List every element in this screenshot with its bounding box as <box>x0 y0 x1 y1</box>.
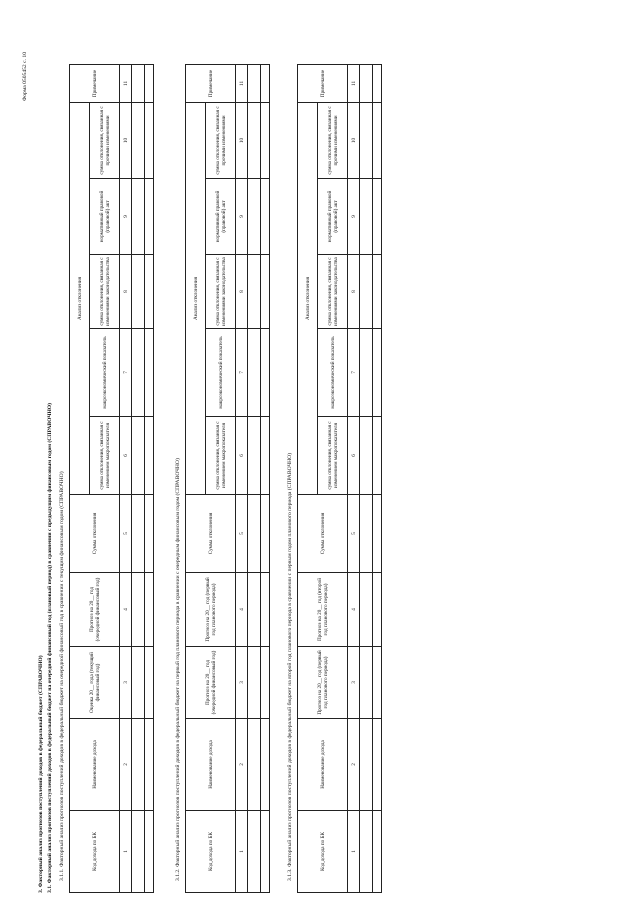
column-number: 4 <box>120 573 132 647</box>
column-number: 5 <box>236 495 248 573</box>
header-cell: сумма отклонения, связанная с изменением макропоказателя <box>90 417 120 495</box>
column-number: 6 <box>120 417 132 495</box>
table-row <box>373 64 382 892</box>
header-cell: Код дохода по БК <box>70 811 120 893</box>
table-cell[interactable] <box>373 647 382 719</box>
column-number: 7 <box>236 329 248 417</box>
header-cell: сумма отклонения, связанная с прочими изменениями <box>318 102 348 178</box>
table-cell[interactable] <box>261 811 270 893</box>
header-cell: Наименование дохода <box>298 719 348 811</box>
column-number: 1 <box>120 811 132 893</box>
table-cell[interactable] <box>261 179 270 255</box>
table-cell[interactable] <box>373 255 382 329</box>
table-row <box>132 64 145 892</box>
group-header-cell: Анализ отклонения <box>186 102 206 494</box>
header-cell: Код дохода по БК <box>298 811 348 893</box>
table-cell[interactable] <box>145 647 154 719</box>
group-header-cell: Анализ отклонения <box>70 102 90 494</box>
table-cell[interactable] <box>132 495 145 573</box>
header-cell: сумма отклонения, связанная с изменениями законодательства <box>206 255 236 329</box>
table-cell[interactable] <box>248 719 261 811</box>
column-number: 3 <box>348 647 360 719</box>
table-cell[interactable] <box>248 255 261 329</box>
column-number: 8 <box>120 255 132 329</box>
table-cell[interactable] <box>360 573 373 647</box>
table-cell[interactable] <box>145 495 154 573</box>
column-number: 1 <box>348 811 360 893</box>
table-cell[interactable] <box>373 417 382 495</box>
table-cell[interactable] <box>373 102 382 178</box>
table-cell[interactable] <box>261 102 270 178</box>
table-cell[interactable] <box>145 64 154 102</box>
column-number: 9 <box>348 179 360 255</box>
table-cell[interactable] <box>261 417 270 495</box>
header-cell: Прогноз на 20__ год (первый год планового периода) <box>186 573 236 647</box>
table-cell[interactable] <box>248 417 261 495</box>
header-cell: Сумма отклонения <box>70 495 120 573</box>
table-row <box>248 64 261 892</box>
table-row <box>360 64 373 892</box>
table-cell[interactable] <box>145 719 154 811</box>
table-3-1-2 <box>185 64 270 893</box>
header-cell: сумма отклонения, связанная с прочими изменениями <box>90 102 120 178</box>
table-cell[interactable] <box>360 811 373 893</box>
column-number: 8 <box>348 255 360 329</box>
table-cell[interactable] <box>132 719 145 811</box>
column-number: 10 <box>120 102 132 178</box>
table-caption-3-1-1: 3.1.1. Факторный анализ прогнозов поступлений доходов в федеральный бюджет на очередной финансовый год в сравнении с текущим финансовым годом (СПРАВОЧНО) <box>59 471 65 881</box>
table-cell[interactable] <box>261 329 270 417</box>
table-row <box>261 64 270 892</box>
column-number: 10 <box>348 102 360 178</box>
table-cell[interactable] <box>145 329 154 417</box>
table-cell[interactable] <box>248 102 261 178</box>
section-3-1-heading: 3.1. Факторный анализ прогнозов поступлений доходов в федеральный бюджет на очередной финансовый год (плановый период) в сравнении с предыдущим финансовым годом (СПРАВОЧНО) <box>47 402 53 893</box>
column-number: 2 <box>236 719 248 811</box>
column-number: 8 <box>236 255 248 329</box>
column-number: 4 <box>348 573 360 647</box>
table-cell[interactable] <box>132 647 145 719</box>
group-header-cell: Анализ отклонения <box>298 102 318 494</box>
column-number: 7 <box>348 329 360 417</box>
table-cell[interactable] <box>360 495 373 573</box>
column-number: 9 <box>236 179 248 255</box>
header-cell: нормативный правовой (правовой) акт <box>206 179 236 255</box>
header-cell: Прогноз на 20__ год (очередной финансовый год) <box>70 573 120 647</box>
form-number: Форма 0505452 с. 10 <box>22 52 28 102</box>
table-cell[interactable] <box>373 811 382 893</box>
header-cell: Примечание <box>186 64 236 102</box>
table-cell[interactable] <box>360 255 373 329</box>
header-cell: сумма отклонения, связанная с изменениями законодательства <box>318 255 348 329</box>
table-cell[interactable] <box>145 179 154 255</box>
table-cell[interactable] <box>373 179 382 255</box>
table-cell[interactable] <box>132 573 145 647</box>
table-cell[interactable] <box>360 64 373 102</box>
column-number: 7 <box>120 329 132 417</box>
header-cell: макроэкономический показатель <box>206 329 236 417</box>
table-cell[interactable] <box>132 417 145 495</box>
header-cell: Оценка 20__ года (текущий финансовый год) <box>70 647 120 719</box>
table-cell[interactable] <box>261 573 270 647</box>
column-number: 11 <box>120 64 132 102</box>
table-cell[interactable] <box>248 495 261 573</box>
header-cell: Примечание <box>70 64 120 102</box>
header-cell: сумма отклонения, связанная с изменением макропоказателя <box>318 417 348 495</box>
header-cell: Сумма отклонения <box>186 495 236 573</box>
table-cell[interactable] <box>360 329 373 417</box>
table-cell[interactable] <box>248 573 261 647</box>
column-number: 3 <box>120 647 132 719</box>
column-number: 3 <box>236 647 248 719</box>
header-cell: Прогноз на 20__ год (первый год планового периода) <box>298 647 348 719</box>
table-3-1-1 <box>69 64 154 893</box>
header-cell: Наименование дохода <box>70 719 120 811</box>
column-number: 4 <box>236 573 248 647</box>
table-cell[interactable] <box>248 329 261 417</box>
column-number: 2 <box>348 719 360 811</box>
header-cell: макроэкономический показатель <box>90 329 120 417</box>
table-row <box>145 64 154 892</box>
table-cell[interactable] <box>373 64 382 102</box>
table-cell[interactable] <box>373 573 382 647</box>
column-number: 11 <box>348 64 360 102</box>
header-cell: нормативный правовой (правовой) акт <box>90 179 120 255</box>
column-number: 5 <box>348 495 360 573</box>
header-cell: Прогноз на 20__ год (второй год планового периода) <box>298 573 348 647</box>
table-cell[interactable] <box>145 417 154 495</box>
header-cell: Сумма отклонения <box>298 495 348 573</box>
column-number: 6 <box>348 417 360 495</box>
table-cell[interactable] <box>132 255 145 329</box>
table-cell[interactable] <box>360 647 373 719</box>
header-cell: нормативный правовой (правовой) акт <box>318 179 348 255</box>
table-3-1-3 <box>297 64 382 893</box>
table-cell[interactable] <box>373 329 382 417</box>
table-cell[interactable] <box>132 102 145 178</box>
table-cell[interactable] <box>248 179 261 255</box>
table-cell[interactable] <box>261 647 270 719</box>
column-number: 11 <box>236 64 248 102</box>
header-cell: Код дохода по БК <box>186 811 236 893</box>
table-cell[interactable] <box>261 64 270 102</box>
table-cell[interactable] <box>360 102 373 178</box>
table-cell[interactable] <box>145 102 154 178</box>
header-cell: макроэкономический показатель <box>318 329 348 417</box>
table-cell[interactable] <box>248 811 261 893</box>
header-cell: Прогноз на 20__ год (очередной финансовый год) <box>186 647 236 719</box>
table-cell[interactable] <box>360 719 373 811</box>
header-cell: сумма отклонения, связанная с прочими изменениями <box>206 102 236 178</box>
header-cell: сумма отклонения, связанная с изменениями законодательства <box>90 255 120 329</box>
table-cell[interactable] <box>248 64 261 102</box>
column-number: 6 <box>236 417 248 495</box>
header-cell: Наименование дохода <box>186 719 236 811</box>
section-3-heading: 3. Факторный анализ прогнозов поступлений доходов в федеральный бюджет (СПРАВОЧНО) <box>38 655 44 893</box>
table-cell[interactable] <box>261 255 270 329</box>
table-cell[interactable] <box>373 719 382 811</box>
table-cell[interactable] <box>145 811 154 893</box>
table-cell[interactable] <box>261 495 270 573</box>
table-cell[interactable] <box>145 255 154 329</box>
table-cell[interactable] <box>132 329 145 417</box>
column-number: 9 <box>120 179 132 255</box>
column-number: 5 <box>120 495 132 573</box>
table-cell[interactable] <box>261 719 270 811</box>
table-cell[interactable] <box>145 573 154 647</box>
header-cell: сумма отклонения, связанная с изменением макропоказателя <box>206 417 236 495</box>
header-cell: Примечание <box>298 64 348 102</box>
table-caption-3-1-3: 3.1.3. Факторный анализ прогнозов поступлений доходов в федеральный бюджет на второй год планового периода в сравнении с первым годом планового периода (СПРАВОЧНО) <box>287 452 293 881</box>
table-cell[interactable] <box>132 64 145 102</box>
column-number: 10 <box>236 102 248 178</box>
table-caption-3-1-2: 3.1.2. Факторный анализ прогнозов поступлений доходов в федеральный бюджет на первый год планового периода в сравнении с очередным финансовым годом (СПРАВОЧНО) <box>175 458 181 881</box>
table-cell[interactable] <box>132 179 145 255</box>
table-cell[interactable] <box>248 647 261 719</box>
table-cell[interactable] <box>132 811 145 893</box>
table-cell[interactable] <box>373 495 382 573</box>
table-cell[interactable] <box>360 417 373 495</box>
table-cell[interactable] <box>360 179 373 255</box>
column-number: 1 <box>236 811 248 893</box>
column-number: 2 <box>120 719 132 811</box>
